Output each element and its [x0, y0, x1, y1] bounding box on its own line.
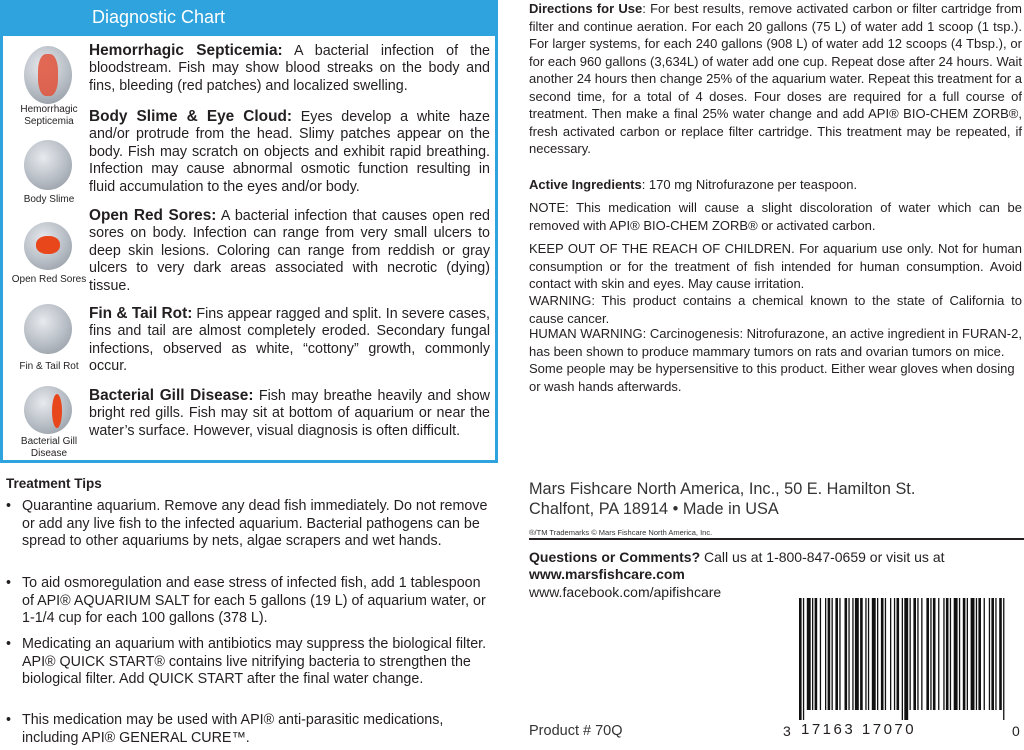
entry-title: Hemorrhagic Septicemia: [89, 42, 283, 59]
trademark-notice: ®/TM Trademarks © Mars Fishcare North America, Inc. [529, 528, 713, 537]
directions-text: : For best results, remove activated carbon or filter cartridge from filter and continue aeration. For each 20 gallons (75 L) of water add 1 scoop (1 tsp.). For larger systems, for each 240 gallons (908 L) of water add 12 scoops (4 Tbsp.), or for each 960 gallons (3,634L) of water add one cup. Repeat dose after 24 hours. Wait another 24 hours then change 25% of the aquarium water. Repeat this treatment for a second time, for a total of 4 doses. Four doses are required for a full course of treatment. Then make a final 25% water change and add API® BIO-CHEM ZORB®, fresh activated carbon or replace filter cartridge. This treatment may be repeated, if necessary. [529, 1, 1022, 156]
barcode-icon [799, 598, 1007, 720]
active-ingredients-label: Active Ingredients [529, 177, 642, 192]
questions-label: Questions or Comments? [529, 549, 701, 565]
company-line-2: Chalfont, PA 18914 • Made in USA [529, 500, 779, 518]
facebook-link[interactable]: www.facebook.com/apifishcare [529, 584, 722, 600]
entry-body-slime [89, 108, 490, 196]
barcode-right-digit: 0 [1012, 723, 1020, 739]
diagnostic-chart-title: Diagnostic Chart [92, 7, 226, 27]
treatment-tips-title: Treatment Tips [6, 476, 102, 491]
open-red-sores-photo [24, 222, 72, 270]
questions-line [529, 548, 945, 566]
questions-text: Call us at 1-800-847-0659 or visit us at [700, 549, 945, 565]
product-number: Product # 70Q [529, 723, 623, 739]
caption-bacterial-gill-disease: Bacterial Gill Disease [20, 436, 78, 459]
entry-title: Fin & Tail Rot: [89, 305, 193, 322]
entry-bacterial-gill-disease [89, 387, 490, 440]
treatment-tip: • Medicating an aquarium with antibiotics may suppress the biological filter. API® QUICK START® contains live nitrifying bacteria to strengthen the biological filter. Add QUICK START after the final water change. [22, 636, 494, 689]
human-warning: HUMAN WARNING: Carcinogenesis: Nitrofurazone, an active ingredient in FURAN-2, has been shown to produce mammary tumors on rats and ovarian tumors on mice. Some people may be hypersensitive to this product. Either wear gloves when dosing or wash hands afterwards. [529, 326, 1022, 394]
entry-text: Fish may breathe heavily and show bright red gills. Fish may sit at bottom of aquarium or near the water’s surface. However, visual diagnosis is often difficult. [89, 388, 490, 439]
entry-fin-tail-rot [89, 305, 490, 376]
treatment-tip: • To aid osmoregulation and ease stress of infected fish, add 1 tablespoon of API® AQUARIUM SALT for each 5 gallons (19 L) of aquarium water, or 1-1/4 cup for each 100 gallons (378 L). [22, 575, 494, 628]
caption-open-red-sores: Open Red Sores [11, 274, 87, 285]
directions-for-use [529, 0, 1022, 158]
keep-out-warning: KEEP OUT OF THE REACH OF CHILDREN. For aquarium use only. Not for human consumption or for the treatment of fish intended for human consumption. Avoid contact with skin and eyes. May cause irritation. [529, 241, 1022, 291]
treatment-tip: • Quarantine aquarium. Remove any dead fish immediately. Do not remove or add any live fish to the infected aquarium. Bacterial pathogens can be spread to other aquariums by nets, algae scrapers and wet hands. [22, 498, 494, 551]
barcode-left-digit: 3 [783, 723, 791, 739]
caption-fin-tail-rot: Fin & Tail Rot [19, 361, 79, 372]
caption-hemorrhagic-septicemia: Hemorrhagic Septicemia [20, 104, 78, 127]
entry-hemorrhagic-septicemia [89, 42, 490, 95]
entry-title: Bacterial Gill Disease: [89, 387, 254, 404]
diagnostic-chart-header [0, 0, 498, 36]
divider [529, 538, 1024, 540]
california-warning: WARNING: This product contains a chemical known to the state of California to cause cancer. [529, 293, 1022, 326]
entry-title: Open Red Sores: [89, 207, 217, 224]
fin-tail-rot-photo [24, 304, 72, 354]
entry-text: A bacterial infection that causes open red sores on body. Infection can range from very small ulcers to deep skin lesions. Coloring can range from reddish or gray ulcers to very dark areas associated with necrotic (dying) tissue. [89, 208, 490, 294]
company-address [529, 479, 915, 519]
entry-text: Eyes develop a white haze and/or protrude from the head. Slimy patches appear on the body. Fish may scratch on objects and exhibit rapid breathing. Infection may cause abnormal osmotic function resulting in fluid accumulation to the eyes and/or body. [89, 109, 490, 195]
active-ingredients-text: : 170 mg Nitrofurazone per teaspoon. [641, 177, 858, 192]
directions-label: Directions for Use [529, 1, 643, 16]
entry-open-red-sores [89, 207, 490, 295]
note-text: NOTE: This medication will cause a slight discoloration of water which can be removed with API® BIO-CHEM ZORB® or activated carbon. [529, 200, 1022, 233]
active-ingredients [529, 176, 1022, 194]
company-line-1: Mars Fishcare North America, Inc., 50 E. Hamilton St. [529, 480, 916, 498]
caption-body-slime: Body Slime [23, 194, 75, 205]
treatment-tip: • This medication may be used with API® anti-parasitic medications, including API® GENERAL CURE™. [22, 712, 494, 747]
website-link[interactable]: www.marsfishcare.com [529, 566, 685, 582]
diagnostic-image-column [6, 36, 87, 459]
hemorrhagic-septicemia-photo [24, 46, 72, 104]
bacterial-gill-disease-photo [24, 386, 72, 434]
entry-title: Body Slime & Eye Cloud: [89, 108, 292, 125]
body-slime-photo [24, 140, 72, 190]
entry-text: Fins appear ragged and split. In severe cases, fins and tail are almost completely eroded. Secondary fungal infections, observed as white, “cottony” growth, commonly occur. [89, 306, 490, 375]
entry-text: A bacterial infection of the bloodstream. Fish may show blood streaks on the body and fins, bleeding (red patches) and localized swelling. [89, 43, 490, 94]
barcode-number: 17163 17070 [801, 721, 917, 738]
